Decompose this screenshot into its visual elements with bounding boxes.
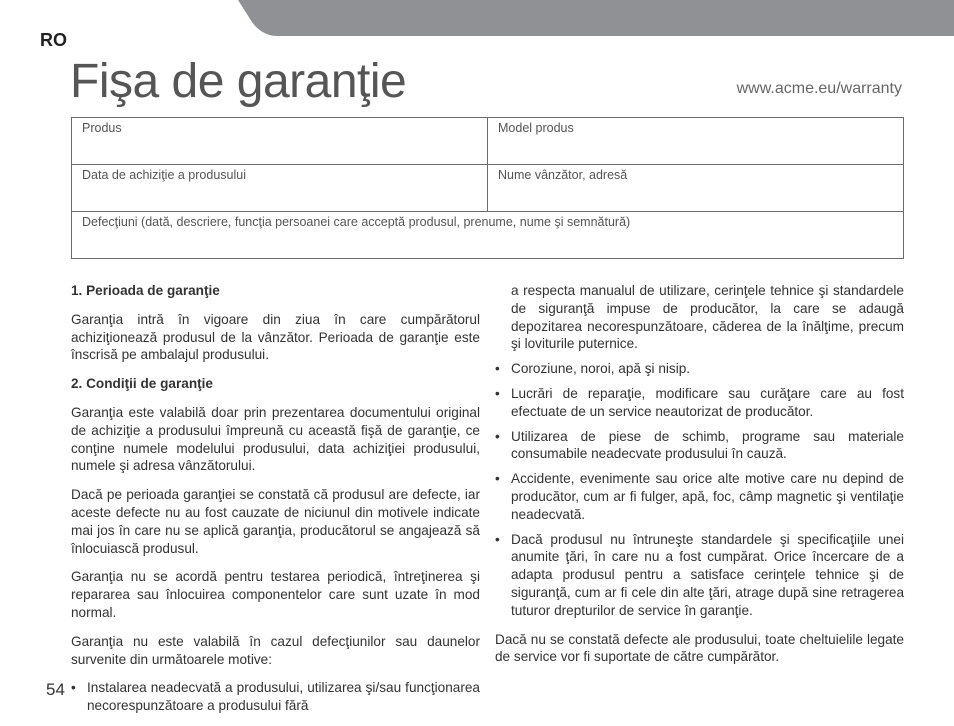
right-column [495,282,904,677]
paragraph: Dacă nu se constată defecte ale produsului, toate cheltuielile legate de service vor fi suportate de către cumpărător. [495,631,904,665]
list-item: • Dacă produsul nu întruneşte standardele şi specificaţiile unei anumite ţări, în care nu a fost cumpărat. Orice încercare de a adapta produsul pentru a satisface cerinţele tehnice şi de siguranţă, cum ar fi cele din alte ţări, atrage după sine retragerea tuturor drepturilor de service în garanţie. [495,531,904,620]
exclusions-list [71,679,480,715]
section-heading-conditions: 2. Condiţii de garanţie [71,376,213,392]
page-title: Fişa de garanţie [70,55,407,108]
list-item: • Accidente, evenimente sau orice alte motive care nu depind de producător, cum ar fi fulger, apă, foc, câmp magnetic şi ventilaţie neadecvată. [495,470,904,523]
warranty-url: www.acme.eu/warranty [736,80,902,97]
paragraph: Garanţia intră în vigoare din ziua în care cumpărătorul achiziţionează produsul de la vânzător. Perioada de garanţie este înscrisă pe ambalajul produsului. [71,311,480,363]
seller-field[interactable] [488,165,904,212]
defects-field[interactable] [72,212,904,259]
page-number: 54 [46,680,65,699]
exclusions-list-continued [495,282,904,620]
purchase-date-field[interactable] [72,165,488,212]
section-heading-period: 1. Perioada de garanţie [71,283,220,298]
paragraph: Dacă pe perioada garanţiei se constată că produsul are defecte, iar aceste defecte nu au fost cauzate de niciunul din motivele indicate mai jos în care nu se aplică garanţia, producătorul se angajează să înlocuiască produsul. [71,487,480,556]
header-band [0,0,954,36]
list-item: • Coroziune, noroi, apă şi nisip. [495,360,904,378]
list-item: a respecta manualul de utilizare, cerinţele tehnice şi standardele de siguranţă impuse de producător, la care se adaugă depozitarea necorespunzătoare, căderea de la înălţime, precum şi loviturile puternice. [511,283,904,352]
language-code: RO [40,30,67,50]
model-field[interactable] [488,118,904,165]
list-item: • Lucrări de reparaţie, modificare sau curăţare care au fost efectuate de un service neautorizat de producător. [495,385,904,421]
model-label: Model produs [498,121,574,135]
product-label: Produs [82,121,122,135]
product-field[interactable] [72,118,488,165]
paragraph: Garanţia nu se acordă pentru testarea periodică, întreţinerea şi repararea sau înlocuirea componentelor care sunt uzate în mod normal. [71,569,480,620]
purchase-date-label: Data de achiziţie a produsului [82,168,246,182]
list-item: • Utilizarea de piese de schimb, programe sau materiale consumabile neadecvate produsului în cauză. [495,428,904,464]
list-item: • Instalarea neadecvată a produsului, utilizarea şi/sau funcţionarea necorespunzătoare a produsului fără [71,679,480,715]
defects-label: Defecţiuni (dată, descriere, funcţia persoanei care acceptă produsul, prenume, nume şi semnătură) [82,215,631,229]
left-column [71,282,480,726]
paragraph: Garanţia este valabilă doar prin prezentarea documentului original de achiziţie a produsului împreună cu această fişă de garanţie, ce conţine numele modelului produsului, data achiziţiei produsului, numele şi adresa vânzătorului. [71,404,480,474]
warranty-form [71,117,904,259]
seller-label: Nume vânzător, adresă [498,168,628,182]
paragraph: Garanţia nu este valabilă în cazul defecţiunilor sau daunelor survenite din următoarele motive: [71,633,480,667]
